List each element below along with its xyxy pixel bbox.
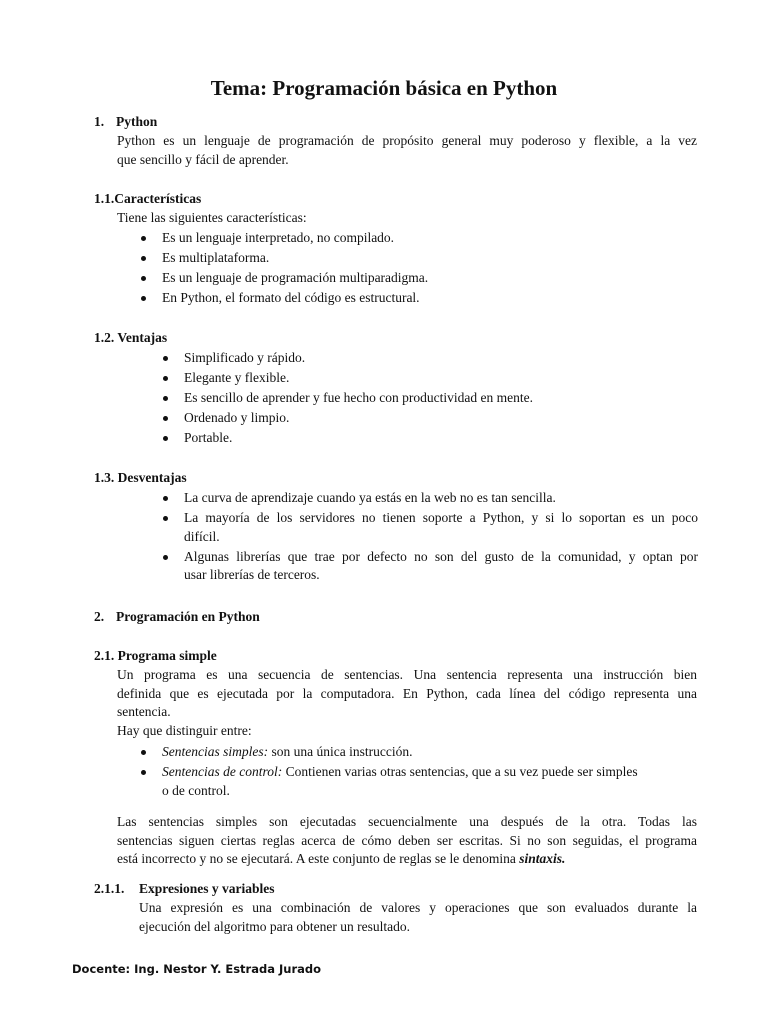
- section-1-heading: [94, 113, 157, 131]
- section-1-1-heading: 1.1.Características: [94, 191, 202, 206]
- footer-teacher: Docente: Ing. Nestor Y. Estrada Jurado: [72, 962, 322, 976]
- list-item: [184, 429, 694, 448]
- list-item-text: La mayoría de los servidores no tienen soporte a Python, y si lo soportan es un poco: [184, 510, 698, 526]
- bullet-icon: [141, 236, 146, 241]
- bullet-icon: [141, 256, 146, 261]
- section-2-1-1-number: 2.1.1.: [94, 881, 125, 896]
- list-item: [162, 229, 692, 248]
- list-item: [184, 509, 698, 546]
- list-item: [184, 389, 694, 408]
- bullet-icon: [141, 276, 146, 281]
- section-1-2-heading: 1.2. Ventajas: [94, 330, 168, 345]
- section-2-heading: [94, 608, 260, 626]
- section-1-1-intro: [117, 209, 307, 228]
- list-item: [162, 249, 692, 268]
- list-item-text: Contienen varias otras sentencias, que a su vez puede ser simples: [282, 764, 638, 780]
- list-item-term: Sentencias simples:: [162, 744, 269, 759]
- list-item-text: Es sencillo de aprender y fue hecho con productividad en mente.: [184, 390, 533, 406]
- caracteristicas-list: [162, 229, 692, 309]
- list-item-text: La curva de aprendizaje cuando ya estás en la web no es tan sencilla.: [184, 490, 556, 505]
- list-item-text: Es un lenguaje de programación multiparadigma.: [162, 270, 429, 286]
- bullet-icon: [141, 750, 146, 755]
- sintaxis-term: sintaxis.: [519, 851, 566, 866]
- ventajas-list: [184, 349, 694, 449]
- list-item: [184, 548, 698, 585]
- paragraph-line: Hay que distinguir entre:: [117, 722, 252, 738]
- list-item-text: Ordenado y limpio.: [184, 410, 290, 426]
- list-item: [162, 743, 698, 762]
- list-item-term: Sentencias de control:: [162, 764, 283, 780]
- section-2-1-paragraph-2: [117, 813, 697, 869]
- list-item-text: usar librerías de terceros.: [184, 567, 320, 583]
- section-2-1-1-heading: [94, 880, 275, 898]
- paragraph-line: definida que es ejecutada por la computadora. En Python, cada línea del código representa una: [117, 685, 697, 701]
- list-item: [162, 269, 692, 288]
- section-2-1-1-paragraph: [139, 899, 697, 936]
- list-item-text: En Python, el formato del código es estructural.: [162, 290, 420, 306]
- list-item: [184, 489, 698, 508]
- sentencias-list: [162, 743, 698, 802]
- bullet-icon: [163, 356, 168, 361]
- bullet-icon: [163, 396, 168, 401]
- list-item: [184, 369, 694, 388]
- bullet-icon: [163, 555, 168, 560]
- paragraph-line: que sencillo y fácil de aprender.: [117, 151, 289, 167]
- section-2-number: 2.: [94, 609, 105, 624]
- paragraph-line: sentencias siguen ciertas reglas acerca de cómo deben ser escritas. Si no son seguidas, el programa: [117, 832, 697, 848]
- list-item-text: difícil.: [184, 528, 220, 544]
- paragraph-line: sentencia.: [117, 704, 171, 719]
- paragraph-line: está incorrecto y no se ejecutará. A este conjunto de reglas se le denomina: [117, 851, 520, 866]
- list-item-text: Algunas librerías que trae por defecto no son del gusto de la comunidad, y optan por: [184, 548, 698, 564]
- list-item: [184, 349, 694, 368]
- section-2-title: Programación en Python: [116, 609, 260, 624]
- paragraph-line: Python es un lenguaje de programación de propósito general muy poderoso y flexible, a la vez: [117, 133, 697, 148]
- section-2-1-paragraph: [117, 666, 697, 740]
- list-item-text: Portable.: [184, 430, 233, 446]
- bullet-icon: [141, 770, 146, 775]
- list-item: [162, 763, 698, 800]
- section-1-number: 1.: [94, 114, 105, 129]
- list-item: [184, 409, 694, 428]
- page-title: Tema: Programación básica en Python: [210, 76, 558, 100]
- list-item-text: son una única instrucción.: [268, 744, 413, 759]
- bullet-icon: [163, 436, 168, 441]
- section-1-3-heading: 1.3. Desventajas: [94, 470, 187, 485]
- bullet-icon: [163, 376, 168, 381]
- bullet-icon: [141, 296, 146, 301]
- list-item-text: o de control.: [162, 782, 230, 798]
- section-1-title: Python: [116, 114, 158, 129]
- bullet-icon: [163, 496, 168, 501]
- desventajas-list: [184, 489, 698, 586]
- paragraph-line: Una expresión es una combinación de valores y operaciones que son evaluados durante la: [139, 900, 697, 915]
- paragraph-line: Un programa es una secuencia de sentencias. Una sentencia representa una instrucción bien: [117, 667, 697, 682]
- list-item-text: Simplificado y rápido.: [184, 350, 306, 365]
- section-1-paragraph: [117, 132, 697, 169]
- paragraph-line: ejecución del algoritmo para obtener un resultado.: [139, 918, 411, 934]
- section-2-1-1-title: Expresiones y variables: [139, 881, 275, 896]
- bullet-icon: [163, 416, 168, 421]
- list-item-text: Es un lenguaje interpretado, no compilado.: [162, 230, 395, 245]
- bullet-icon: [163, 516, 168, 521]
- paragraph-line: Las sentencias simples son ejecutadas secuencialmente una después de la otra. Todas las: [117, 814, 697, 829]
- list-item-text: Es multiplataforma.: [162, 250, 270, 266]
- list-item-text: Elegante y flexible.: [184, 370, 290, 386]
- list-item: [162, 289, 692, 308]
- paragraph-line: Tiene las siguientes características:: [117, 210, 307, 225]
- section-2-1-heading: 2.1. Programa simple: [94, 648, 217, 663]
